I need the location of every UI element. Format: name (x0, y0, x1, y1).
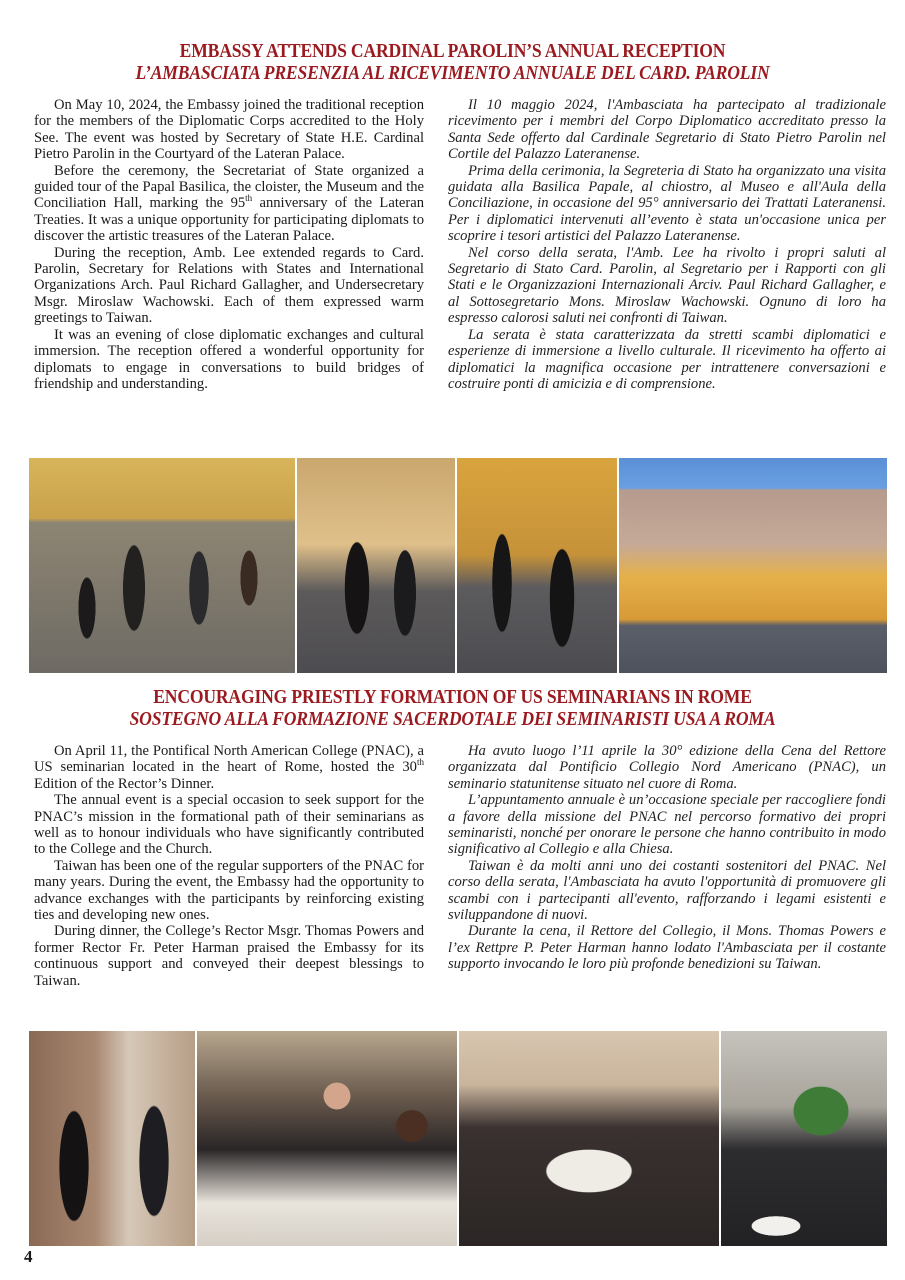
photo-lateran-courtyard (619, 458, 887, 673)
article1-headline (0, 40, 905, 84)
paragraph: During the reception, Amb. Lee extended regards to Card. Parolin, Secretary for Relations with States and International Organizations Arch. Paul Richard Gallagher, and Undersecretary Msgr. Miroslaw Wachowski. Each of them expressed warm greetings to Taiwan. (34, 244, 424, 327)
article1-photo-strip (29, 458, 887, 673)
page-number: 4 (24, 1247, 33, 1266)
photo-cardinal-parolin-greeting (29, 458, 295, 673)
paragraph: Il 10 maggio 2024, l'Ambasciata ha partecipato al tradizionale ricevimento per i membri del Corpo Diplomatico accreditato presso la Santa Sede offerto dal Cardinale Segretario di Stato Pietro Parolin nel Cortile del Palazzo Lateranense. (448, 97, 886, 163)
paragraph: On April 11, the Pontifical North American College (PNAC), a US seminarian located in the heart of Rome, hosted the 30th Edition of the Rector’s Dinner. (34, 743, 424, 792)
article1-english-column (34, 97, 424, 392)
photo-garden-reception (721, 1031, 887, 1246)
paragraph: Durante la cena, il Rettore del Collegio, il Mons. Thomas Powers e l’ex Rettpre P. Peter Harman hanno lodato l'Ambasciata per il costante supporto invocando le loro più profonde benedizioni su Taiwan. (448, 923, 886, 973)
paragraph: Prima della cerimonia, la Segreteria di Stato ha organizzato una visita guidata alla Basilica Papale, al chiostro, al Museo e all'Aula della Conciliazione, in occasione del 95° anniversario dei Trattati Lateranensi. Per i diplomatici intervenuti all’evento è stata un'occasione unica per scoprire i tesori artistici del Palazzo Lateranense. (448, 162, 886, 245)
article2-photo-strip (29, 1031, 887, 1246)
paragraph: Before the ceremony, the Secretariat of State organized a guided tour of the Papal Basilica, the cloister, the Museum and the Conciliation Hall, marking the 95th anniversary of the Lateran Treaties. It was a unique opportunity for participating diplomats to discover the artistic treasures of the Lateran Palace. (34, 162, 424, 245)
article2-english-column (34, 743, 424, 989)
photo-dining-hall (459, 1031, 719, 1246)
paragraph: La serata è stata caratterizzata da stretti scambi diplomatici e esperienze di immersione a livello culturale. Il ricevimento ha offerto ai diplomatici la magnifica occasione per intrattenere conversazioni e costruire ponti di amicizia e di comprensione. (448, 326, 886, 392)
photo-dinner-guests (197, 1031, 457, 1246)
paragraph: The annual event is a special occasion to seek support for the PNAC’s mission in the formational path of their seminarians as well as to honour individuals who have significantly contributed to the College and the Church. (34, 792, 424, 858)
paragraph: During dinner, the College’s Rector Msgr. Thomas Powers and former Rector Fr. Peter Harman praised the Embassy for its continuous support and conveyed their deepest blessings to Taiwan. (34, 923, 424, 989)
paragraph: It was an evening of close diplomatic exchanges and cultural immersion. The reception offered a wonderful opportunity for diplomats to engage in conversations to build bridges of friendship and understanding. (34, 326, 424, 392)
article1-title-en: EMBASSY ATTENDS CARDINAL PAROLIN’S ANNUAL RECEPTION (179, 40, 726, 62)
paragraph: Nel corso della serata, l'Amb. Lee ha rivolto i propri saluti al Segretario di Stato Card. Parolin, al Segretario per i Rapporti con gli Stati e le Organizzazioni Internazionali Arciv. Paul Richard Gallagher, e al Sottosegretario Mons. Miroslaw Wachowski. Ognuno di loro ha espresso calorosi saluti nei confronti di Taiwan. (448, 244, 886, 327)
photo-gallagher-conversation (297, 458, 455, 673)
article2-italian-column (448, 743, 886, 973)
article2-headline (0, 686, 905, 730)
article2-title-en: ENCOURAGING PRIESTLY FORMATION OF US SEMINARIANS IN ROME (153, 686, 752, 708)
paragraph: Ha avuto luogo l’11 aprile la 30° edizione della Cena del Rettore organizzata dal Pontificio Collegio Nord Americano (PNAC), un seminario statunitense situato nel cuore di Roma. (448, 743, 886, 792)
paragraph: Taiwan è da molti anni uno dei costanti sostenitori del PNAC. Nel corso della serata, l'Ambasciata ha avuto l'opportunità di promuovere gli scambi con i partecipanti all'evento, rafforzando i legami esistenti e sviluppandone di nuovi. (448, 857, 886, 924)
paragraph: On May 10, 2024, the Embassy joined the traditional reception for the members of the Diplomatic Corps accredited to the Holy See. The event was hosted by Secretary of State H.E. Cardinal Pietro Parolin in the Courtyard of the Lateran Palace. (34, 97, 424, 163)
photo-wachowski-conversation (457, 458, 617, 673)
paragraph: L’appuntamento annuale è un’occasione speciale per raccogliere fondi a favore della missione del PNAC nel percorso formativo dei propri seminaristi, nonché per onorare le persone che hanno contribuito in modo significativo al Collegio e alla Chiesa. (448, 792, 886, 858)
paragraph: Taiwan has been one of the regular supporters of the PNAC for many years. During the event, the Embassy had the opportunity to advance exchanges with the participants by reinforcing existing ties and developing new ones. (34, 857, 424, 924)
photo-cardinal-greeting (29, 1031, 195, 1246)
article2-title-it: SOSTEGNO ALLA FORMAZIONE SACERDOTALE DEI SEMINARISTI USA A ROMA (129, 708, 776, 730)
article1-italian-column (448, 97, 886, 392)
article1-title-it: L’AMBASCIATA PRESENZIA AL RICEVIMENTO ANNUALE DEL CARD. PAROLIN (135, 62, 770, 84)
